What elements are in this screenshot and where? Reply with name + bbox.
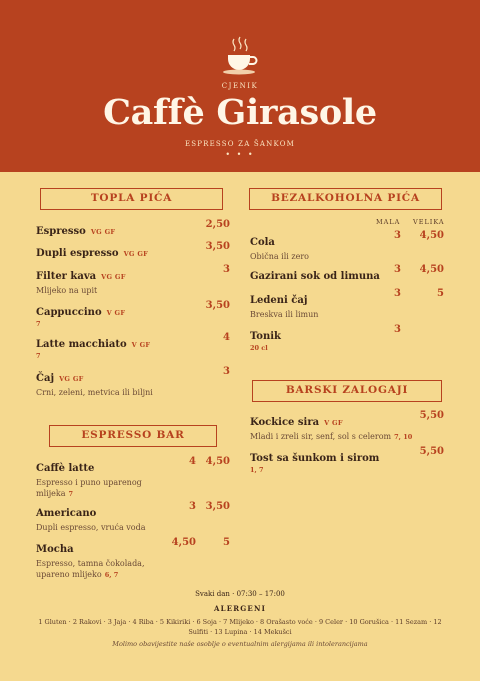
diet-tags: VG GF: [90, 228, 116, 236]
menu-item: [36, 241, 230, 264]
topla-list: [36, 219, 230, 396]
item-price: 5,50: [419, 446, 444, 457]
menu-item: [36, 264, 230, 300]
menu-item: [36, 501, 230, 537]
item-price-large: 5: [437, 288, 444, 299]
cafe-subtitle: ESPRESSO ZA ŠANKOM: [184, 140, 296, 148]
menu-footer: [0, 590, 480, 648]
diet-tags: VG GF: [59, 375, 84, 383]
diet-tags: VG GF: [123, 250, 149, 258]
item-price: 5,50: [419, 410, 444, 421]
menu-item: [36, 219, 230, 241]
item-description: Crni, zeleni, metvica ili biljni: [36, 388, 153, 397]
item-price-large: 4,50: [419, 230, 444, 241]
diet-tags: V GF: [131, 341, 151, 349]
item-description: Espresso, tamna čokolada, upareno mlijeko: [36, 559, 145, 579]
item-name: Filter kava: [36, 271, 97, 282]
column-header-large: VELIKA: [413, 218, 445, 226]
barski-list: [250, 410, 444, 476]
espresso-bar-list: [36, 456, 230, 577]
item-name: Dupli espresso: [36, 248, 119, 259]
diet-tags: VG GF: [101, 273, 126, 281]
item-name: Latte macchiato: [36, 339, 127, 350]
item-name: Cola: [250, 237, 275, 248]
allergen-codes: 1, 7: [250, 466, 264, 474]
menu-item: [36, 456, 230, 501]
item-name: Americano: [36, 508, 97, 519]
item-price: 3: [223, 264, 230, 275]
opening-hours: Svaki dan · 07:30 – 17:00: [195, 590, 285, 598]
menu-item: [250, 288, 444, 324]
menu-item: [36, 332, 230, 366]
menu-item: [250, 230, 444, 264]
item-description: Breskva ili limun: [250, 310, 319, 319]
section-title-topla: TOPLA PIĆA: [40, 188, 223, 210]
item-description: Obična ili zero: [250, 252, 309, 261]
menu-item: [250, 410, 444, 446]
item-description: Mlijeko na upit: [36, 286, 98, 295]
section-title-espresso-bar: ESPRESSO BAR: [49, 425, 217, 447]
allergen-codes: 6, 7: [104, 571, 119, 579]
item-name: Tonik: [250, 331, 281, 342]
coffee-cup-icon: [220, 36, 260, 76]
allergen-codes: 7: [36, 352, 41, 360]
section-title-bezalkoholna: BEZALKOHOLNA PIĆA: [249, 188, 442, 210]
item-name: Tost sa šunkom i sirom: [250, 453, 380, 464]
item-name: Espresso: [36, 226, 86, 237]
item-description: Espresso i puno uparenog mlijeka: [36, 478, 142, 498]
item-name: Caffè latte: [36, 463, 95, 474]
menu-header: [0, 0, 480, 172]
menu-item: [250, 324, 444, 352]
item-price-small: 3: [189, 501, 196, 512]
item-name: Čaj: [36, 373, 55, 384]
allergen-list: 1 Gluten · 2 Rakovi · 3 Jaja · 4 Riba · 5 Kikiriki · 6 Soja · 7 Mlijeko · 8 Orašasto voće · 9 Celer · 10 Gorušica · 11 Sezam · 12 Sulfiti · 13 Lupina · 14 Mekušci: [38, 618, 442, 636]
item-price-small: 3: [394, 264, 401, 275]
section-title-barski: BARSKI ZALOGAJI: [252, 380, 442, 402]
column-header-small: MALA: [376, 218, 401, 226]
menu-item: [36, 300, 230, 332]
item-price-small: 3: [394, 324, 401, 335]
item-volume: 20 cl: [250, 344, 268, 352]
item-price-small: 3: [394, 230, 401, 241]
item-price: 3,50: [205, 300, 230, 311]
item-price-small: 4: [189, 456, 196, 467]
item-price-large: 5: [223, 537, 230, 548]
allergen-codes: 7: [68, 490, 74, 498]
item-name: Cappuccino: [36, 307, 102, 318]
allergy-note: Molimo obavijestite naše osoblje o eventualnim alergijama ili intolerancijama: [112, 640, 368, 648]
item-price-large: 3,50: [205, 501, 230, 512]
item-description: Dupli espresso, vruća voda: [36, 523, 146, 532]
item-price-large: 4,50: [419, 264, 444, 275]
allergen-codes: 7: [36, 320, 41, 328]
decorative-dots: • • •: [225, 150, 255, 159]
item-name: Ledeni čaj: [250, 295, 308, 306]
item-price: 4: [223, 332, 230, 343]
menu-item: [36, 537, 230, 577]
item-price: 3: [223, 366, 230, 377]
menu-item: [250, 264, 444, 288]
menu-item: [36, 366, 230, 396]
item-price: 3,50: [205, 241, 230, 252]
item-name: Kockice sira: [250, 417, 320, 428]
allergen-heading: ALERGENI: [213, 604, 267, 613]
item-price-small: 3: [394, 288, 401, 299]
item-description: Mladi i zreli sir, senf, sol s celerom: [250, 432, 392, 441]
item-price-small: 4,50: [171, 537, 196, 548]
eyebrow-label: CJENIK: [221, 82, 259, 90]
diet-tags: V GF: [324, 419, 343, 427]
cafe-title: Caffè Girasole: [103, 92, 377, 133]
allergen-codes: 7, 10: [394, 433, 413, 441]
bezalkoholna-list: [250, 230, 444, 352]
item-price: 2,50: [205, 219, 230, 230]
item-name: Gazirani sok od limuna: [250, 271, 380, 282]
diet-tags: V GF: [106, 309, 126, 317]
menu-item: [250, 446, 444, 476]
item-price-large: 4,50: [205, 456, 230, 467]
item-name: Mocha: [36, 544, 74, 555]
